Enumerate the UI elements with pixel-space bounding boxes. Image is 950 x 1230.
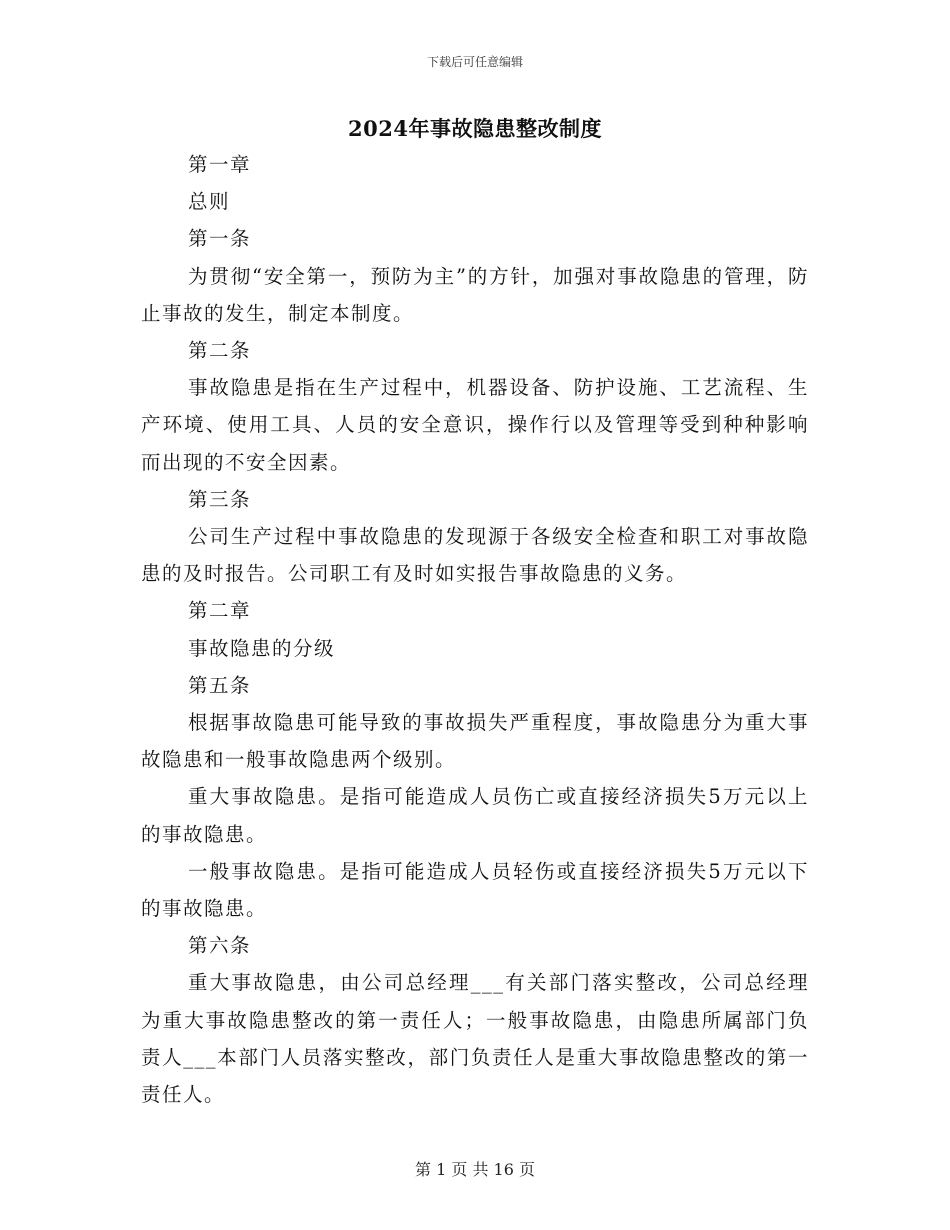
paragraph: 公司生产过程中事故隐患的发现源于各级安全检查和职工对事故隐患的及时报告。公司职工有及时如实报告事故隐患的义务。: [141, 525, 809, 586]
article-heading: 第二条: [188, 339, 252, 363]
page-number: 第 1 页 共 16 页: [415, 1160, 535, 1179]
document-title: 2024年事故隐患整改制度: [348, 116, 602, 141]
article-heading: 第六条: [188, 934, 252, 958]
paragraph: 重大事故隐患。是指可能造成人员伤亡或直接经济损失5万元以上的事故隐患。: [141, 785, 809, 846]
chapter-subtitle: 事故隐患的分级: [188, 636, 336, 660]
paragraph: 根据事故隐患可能导致的事故损失严重程度，事故隐患分为重大事故隐患和一般事故隐患两个级别。: [141, 711, 809, 772]
paragraph: 一般事故隐患。是指可能造成人员轻伤或直接经济损失5万元以下的事故隐患。: [141, 859, 809, 921]
article-heading: 第五条: [188, 673, 252, 697]
chapter-subtitle: 总则: [188, 190, 231, 214]
article-heading: 第一条: [188, 227, 252, 251]
header-note: 下载后可任意编辑: [426, 55, 523, 69]
chapter-heading: 第二章: [188, 599, 252, 623]
paragraph: 事故隐患是指在生产过程中，机器设备、防护设施、工艺流程、生产环境、使用工具、人员的安全意识，操作行以及管理等受到种种影响而出现的不安全因素。: [141, 376, 809, 474]
paragraph: 重大事故隐患，由公司总经理___有关部门落实整改，公司总经理为重大事故隐患整改的第一责任人；一般事故隐患，由隐患所属部门负责人___本部门人员落实整改，部门负责任人是重大事故隐患整改的第一责任人。: [141, 971, 809, 1107]
chapter-heading: 第一章: [188, 153, 252, 176]
paragraph: 为贯彻“安全第一，预防为主”的方针，加强对事故隐患的管理，防止事故的发生，制定本制度。: [141, 264, 809, 325]
document-body: [141, 146, 809, 1113]
article-heading: 第三条: [188, 487, 252, 511]
